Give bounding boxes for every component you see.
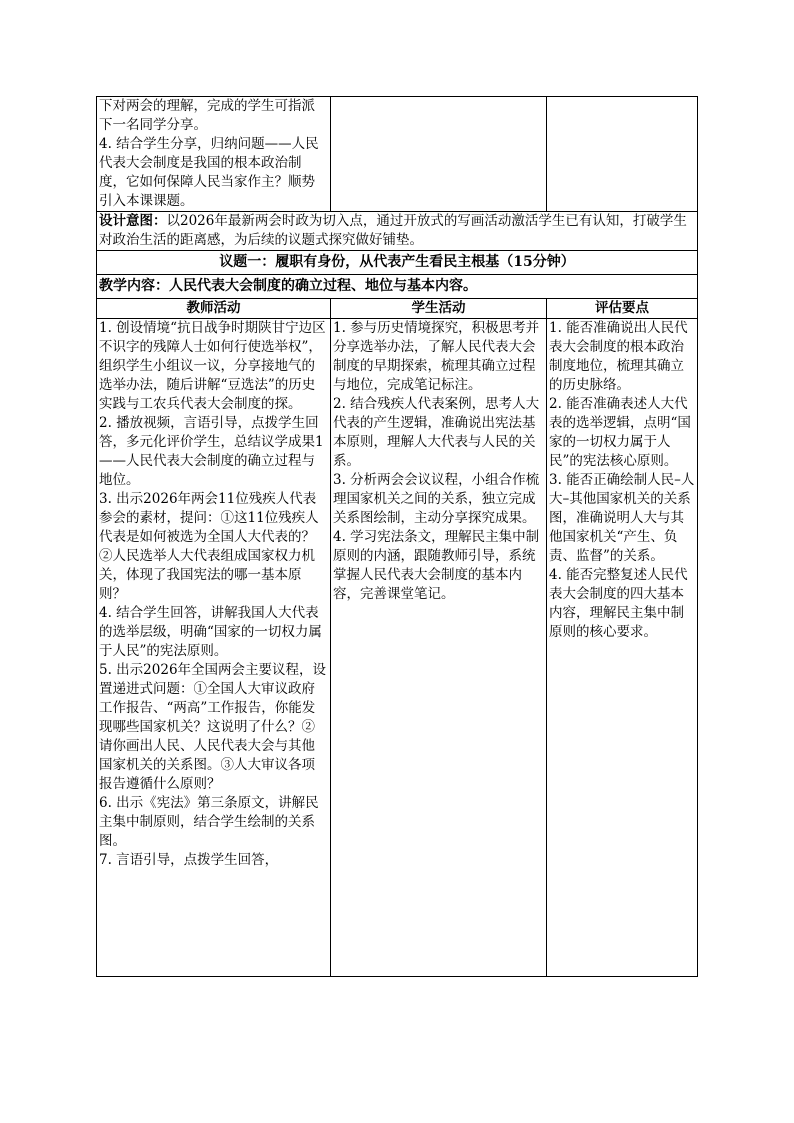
design-intent-text: 以2026年最新两会时政为切入点，通过开放式的写画活动激活学生已有认知，打破学生对政治生活的距离感，为后续的议题式探究做好铺垫。 [99,213,687,248]
continuation-row [97,97,698,212]
eval-points-cell [547,319,698,977]
lesson-plan-table [96,96,698,977]
teaching-content: 教学内容：人民代表大会制度的确立过程、地位与基本内容。 [97,275,698,299]
teacher-item: 3. 出示2026年两会11位残疾人代表参会的素材，提问：①这11位残疾人代表是如何被选为全国人大代表的？②人民选举人大代表组成国家权力机关，体现了我国宪法的哪一基本原则？ [99,491,319,602]
header-teacher: 教师活动 [97,299,331,319]
design-intent-row [97,212,698,251]
activities-row [97,319,698,977]
teacher-item: 1. 创设情境“抗日战争时期陕甘宁边区不识字的残障人士如何行使选举权”，组织学生小组议一议，分享接地气的选举办法，随后讲解“豆选法”的历史实践与工农兵代表大会制度的探。 [99,320,326,412]
header-student: 学生活动 [331,299,547,319]
column-header-row [97,299,698,319]
student-activities-cell [331,319,547,977]
teacher-item: 5. 出示2026年全国两会主要议程，设置递进式问题：①全国人大审议政府工作报告、“两高”工作报告，你能发现哪些国家机关？这说明了什么？②请你画出人民、人民代表大会与其他国家机关的关系图。③人大审议各项报告遵循什么原则？ [99,662,327,792]
student-item: 2. 结合残疾人代表案例，思考人大代表的产生逻辑，准确说出宪法基本原则，理解人大代表与人民的关系。 [333,396,540,469]
student-continued-cell [331,97,547,212]
eval-item: 2. 能否准确表述人大代表的选举逻辑，点明“国家的一切权力属于人民”的宪法核心原则。 [549,396,691,469]
teacher-continued-text: 下对两会的理解，完成的学生可指派下一名同学分享。 [99,98,315,133]
eval-item: 1. 能否准确说出人民代表大会制度的根本政治制度地位，梳理其确立的历史脉络。 [549,320,688,393]
eval-item: 3. 能否正确绘制人民–人大–其他国家机关的关系图，准确说明人大与其他国家机关“产生、负责、监督”的关系。 [549,472,695,564]
teacher-item: 4. 结合学生回答，讲解我国人大代表的选举层级，明确“国家的一切权力属于人民”的宪法原则。 [99,605,322,659]
teacher-activities-cell [97,319,331,977]
content-row [97,275,698,299]
student-item: 4. 学习宪法条文，理解民主集中制原则的内涵，跟随教师引导，系统掌握人民代表大会制度的基本内容，完善课堂笔记。 [333,529,540,602]
teacher-step-4-summary: 4. 结合学生分享，归纳问题——人民代表大会制度是我国的根本政治制度，它如何保障人民当家作主？顺势引入本课课题。 [99,136,319,209]
teacher-item: 6. 出示《宪法》第三条原文，讲解民主集中制原则，结合学生绘制的关系图。 [99,795,319,849]
header-eval: 评估要点 [547,299,698,319]
eval-item: 4. 能否完整复述人民代表大会制度的四大基本内容，理解民主集中制原则的核心要求。 [549,567,688,640]
student-item: 1. 参与历史情境探究，积极思考并分享选举办法，了解人民代表大会制度的早期探索，梳理其确立过程与地位，完成笔记标注。 [333,320,540,393]
teacher-item: 7. 言语引导，点拨学生回答， [99,852,279,868]
design-intent-label: 设计意图： [99,213,167,229]
teacher-item: 2. 播放视频，言语引导，点拨学生回答，多元化评价学生，总结议学成果1——人民代表大会制度的确立过程与地位。 [99,415,324,488]
eval-continued-cell [547,97,698,212]
design-intent-cell [97,212,698,251]
teacher-continued-cell [97,97,331,212]
topic-title: 议题一：履职有身份，从代表产生看民主根基（15分钟） [97,251,698,275]
topic-title-row [97,251,698,275]
student-item: 3. 分析两会会议议程，小组合作梳理国家机关之间的关系，独立完成关系图绘制，主动分享探究成果。 [333,472,540,526]
